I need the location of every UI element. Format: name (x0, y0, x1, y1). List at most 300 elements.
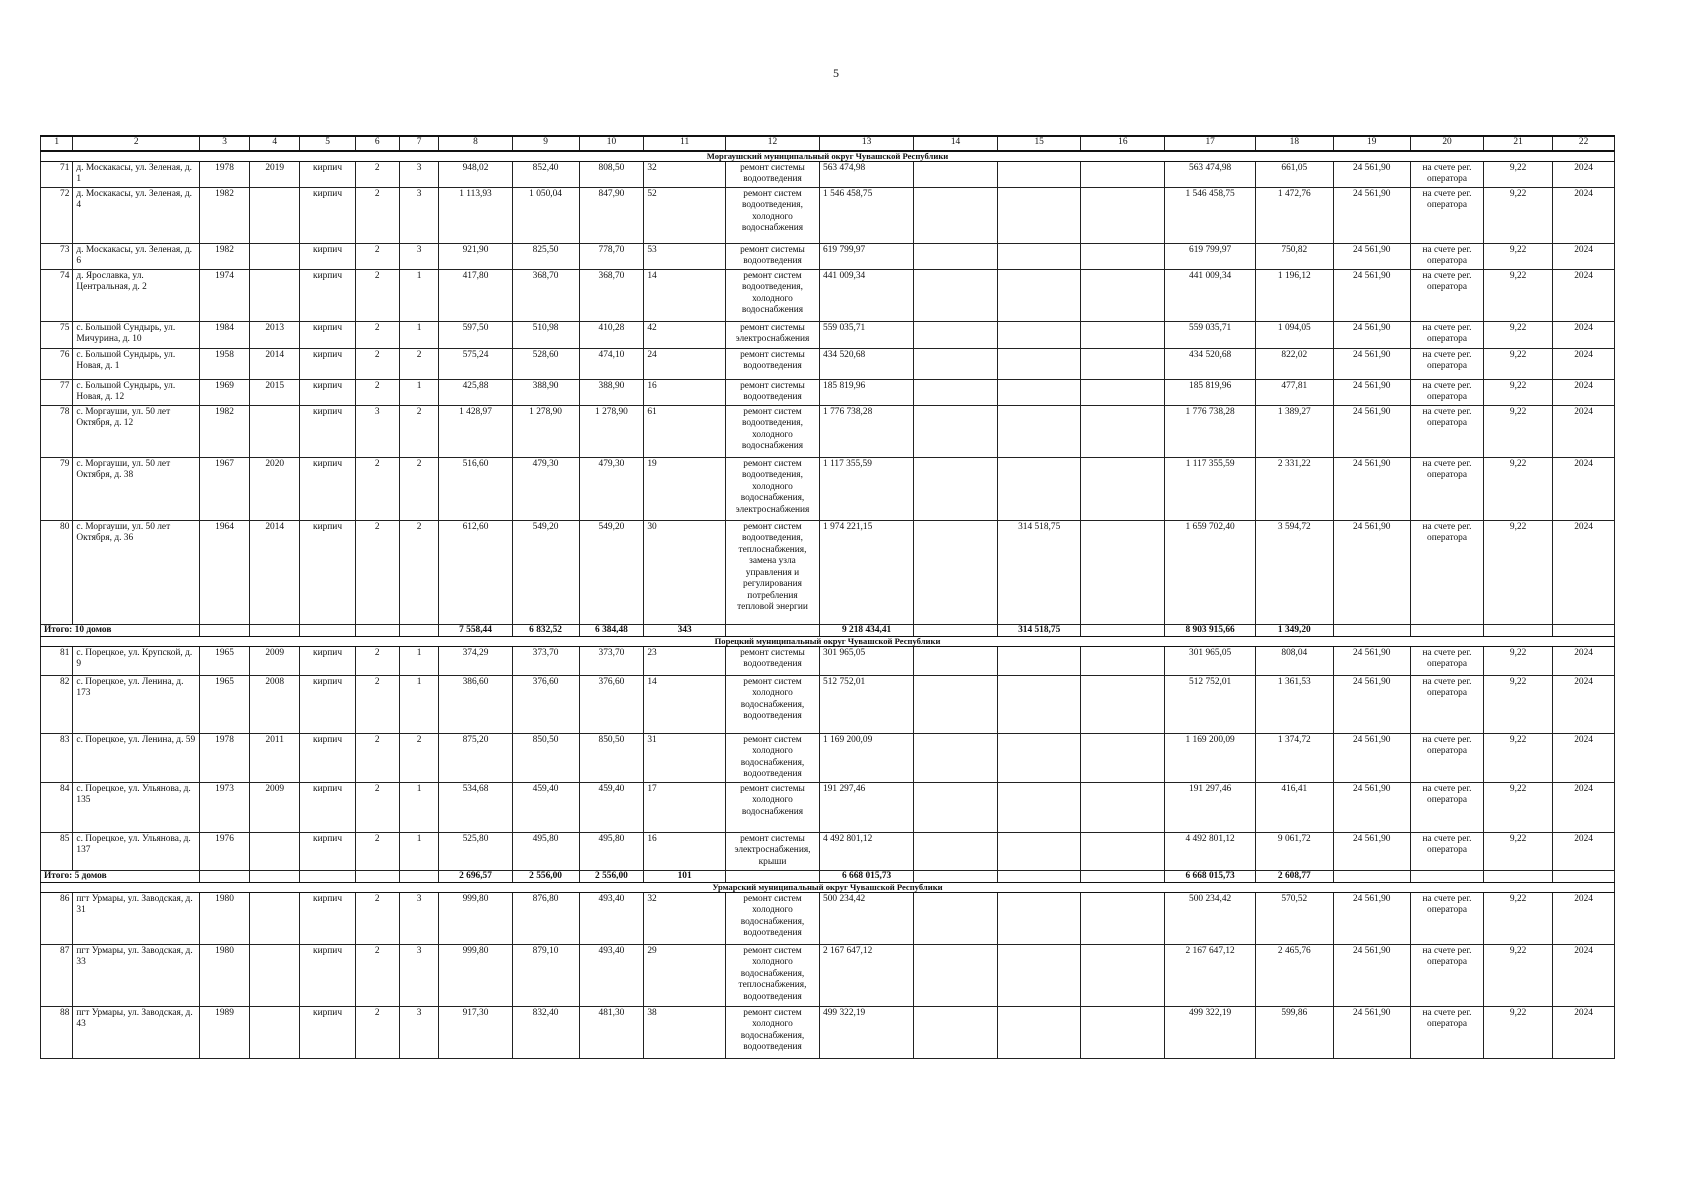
cell-col-15 (997, 733, 1081, 782)
cell-col-8: 612,60 (439, 520, 512, 624)
cell-col-18: 1 389,27 (1256, 405, 1333, 457)
cell-col-12: ремонт систем водоотведения, холодного водоснабжения (725, 270, 819, 322)
table-row (41, 892, 1615, 944)
cell-col-14 (914, 270, 998, 322)
cell-col-21: 9,22 (1484, 162, 1553, 188)
cell-col-7: 1 (399, 675, 439, 733)
cell-col-20: на счете рег. оператора (1410, 782, 1483, 832)
cell-col-22: 2024 (1553, 162, 1615, 188)
cell-col-9: 879,10 (512, 944, 579, 1006)
cell-col-16 (1081, 944, 1165, 1006)
cell-col-11: 16 (644, 380, 726, 406)
cell-col-18: 1 472,76 (1256, 188, 1333, 244)
cell-col-17: 563 474,98 (1165, 162, 1256, 188)
cell-col-16 (1081, 162, 1165, 188)
row-number: 73 (41, 244, 73, 270)
cell-col-20: на счете рег. оператора (1410, 832, 1483, 870)
cell-col-20: на счете рег. оператора (1410, 188, 1483, 244)
cell-col-8: 417,80 (439, 270, 512, 322)
cell-col-7: 2 (399, 520, 439, 624)
address-cell: д. Москакасы, ул. Зеленая, д. 1 (73, 162, 200, 188)
total-col-4 (250, 624, 300, 636)
total-col-19 (1333, 870, 1410, 882)
table-row (41, 782, 1615, 832)
cell-col-22: 2024 (1553, 188, 1615, 244)
cell-col-14 (914, 457, 998, 520)
cell-col-9: 1 050,04 (512, 188, 579, 244)
cell-col-17: 434 520,68 (1165, 349, 1256, 380)
cell-col-16 (1081, 270, 1165, 322)
cell-col-11: 31 (644, 733, 726, 782)
cell-col-16 (1081, 457, 1165, 520)
column-number-16: 16 (1081, 136, 1165, 151)
address-cell: с. Порецкое, ул. Ленина, д. 173 (73, 675, 200, 733)
cell-col-14 (914, 380, 998, 406)
cell-col-16 (1081, 405, 1165, 457)
cell-col-12: ремонт систем холодного водоснабжения, теплоснабжения, водоотведения (725, 944, 819, 1006)
address-cell: пгт Урмары, ул. Заводская, д. 43 (73, 1006, 200, 1058)
table-row (41, 646, 1615, 675)
cell-col-15 (997, 349, 1081, 380)
cell-col-19: 24 561,90 (1333, 322, 1410, 349)
cell-col-4: 2020 (250, 457, 300, 520)
total-col-8: 2 696,57 (439, 870, 512, 882)
cell-col-19: 24 561,90 (1333, 892, 1410, 944)
cell-col-3: 1967 (199, 457, 249, 520)
cell-col-17: 301 965,05 (1165, 646, 1256, 675)
address-cell: с. Порецкое, ул. Ульянова, д. 135 (73, 782, 200, 832)
total-col-14 (914, 870, 998, 882)
row-number: 72 (41, 188, 73, 244)
cell-col-14 (914, 944, 998, 1006)
cell-col-22: 2024 (1553, 832, 1615, 870)
cell-col-21: 9,22 (1484, 380, 1553, 406)
table-body (41, 136, 1615, 1058)
cell-col-6: 2 (355, 162, 399, 188)
cell-col-15 (997, 782, 1081, 832)
cell-col-3: 1982 (199, 405, 249, 457)
total-col-5 (300, 870, 355, 882)
cell-col-18: 2 331,22 (1256, 457, 1333, 520)
cell-col-11: 61 (644, 405, 726, 457)
total-col-15: 314 518,75 (997, 624, 1081, 636)
address-cell: пгт Урмары, ул. Заводская, д. 31 (73, 892, 200, 944)
cell-col-4: 2014 (250, 349, 300, 380)
column-number-14: 14 (914, 136, 998, 151)
cell-col-13: 619 799,97 (820, 244, 914, 270)
cell-col-13: 559 035,71 (820, 322, 914, 349)
cell-col-11: 29 (644, 944, 726, 1006)
total-col-12 (725, 870, 819, 882)
row-number: 87 (41, 944, 73, 1006)
total-row (41, 870, 1615, 882)
cell-col-21: 9,22 (1484, 188, 1553, 244)
cell-col-15 (997, 405, 1081, 457)
cell-col-14 (914, 349, 998, 380)
cell-col-21: 9,22 (1484, 733, 1553, 782)
cell-col-19: 24 561,90 (1333, 380, 1410, 406)
cell-col-6: 2 (355, 1006, 399, 1058)
cell-col-12: ремонт системы водоотведения (725, 646, 819, 675)
cell-col-22: 2024 (1553, 675, 1615, 733)
cell-col-22: 2024 (1553, 322, 1615, 349)
cell-col-7: 3 (399, 244, 439, 270)
cell-col-8: 425,88 (439, 380, 512, 406)
cell-col-7: 3 (399, 1006, 439, 1058)
cell-col-7: 2 (399, 733, 439, 782)
cell-col-11: 24 (644, 349, 726, 380)
cell-col-10: 474,10 (579, 349, 644, 380)
cell-col-10: 850,50 (579, 733, 644, 782)
address-cell: с. Порецкое, ул. Крупской, д. 9 (73, 646, 200, 675)
cell-col-9: 876,80 (512, 892, 579, 944)
cell-col-10: 778,70 (579, 244, 644, 270)
cell-col-13: 499 322,19 (820, 1006, 914, 1058)
cell-col-3: 1965 (199, 646, 249, 675)
cell-col-10: 481,30 (579, 1006, 644, 1058)
cell-col-4: 2009 (250, 646, 300, 675)
cell-col-17: 559 035,71 (1165, 322, 1256, 349)
cell-col-20: на счете рег. оператора (1410, 646, 1483, 675)
cell-col-11: 53 (644, 244, 726, 270)
cell-col-20: на счете рег. оператора (1410, 675, 1483, 733)
cell-col-13: 1 776 738,28 (820, 405, 914, 457)
cell-col-18: 1 196,12 (1256, 270, 1333, 322)
cell-col-10: 1 278,90 (579, 405, 644, 457)
cell-col-22: 2024 (1553, 944, 1615, 1006)
total-col-9: 2 556,00 (512, 870, 579, 882)
cell-col-9: 376,60 (512, 675, 579, 733)
cell-col-13: 301 965,05 (820, 646, 914, 675)
cell-col-18: 1 374,72 (1256, 733, 1333, 782)
cell-col-6: 2 (355, 675, 399, 733)
address-cell: с. Порецкое, ул. Ленина, д. 59 (73, 733, 200, 782)
cell-col-18: 3 594,72 (1256, 520, 1333, 624)
table-row (41, 457, 1615, 520)
cell-col-8: 374,29 (439, 646, 512, 675)
cell-col-14 (914, 405, 998, 457)
cell-col-18: 416,41 (1256, 782, 1333, 832)
address-cell: д. Ярославка, ул. Центральная, д. 2 (73, 270, 200, 322)
cell-col-8: 917,30 (439, 1006, 512, 1058)
cell-col-13: 1 974 221,15 (820, 520, 914, 624)
cell-col-16 (1081, 733, 1165, 782)
section-title: Порецкий муниципальный округ Чувашской Республики (41, 636, 1615, 646)
cell-col-4 (250, 892, 300, 944)
cell-col-12: ремонт систем холодного водоснабжения, водоотведения (725, 1006, 819, 1058)
cell-col-3: 1958 (199, 349, 249, 380)
address-cell: д. Москакасы, ул. Зеленая, д. 4 (73, 188, 200, 244)
cell-col-11: 16 (644, 832, 726, 870)
total-col-8: 7 558,44 (439, 624, 512, 636)
cell-col-6: 2 (355, 832, 399, 870)
cell-col-22: 2024 (1553, 349, 1615, 380)
cell-col-14 (914, 244, 998, 270)
cell-col-22: 2024 (1553, 892, 1615, 944)
cell-col-17: 500 234,42 (1165, 892, 1256, 944)
cell-col-9: 850,50 (512, 733, 579, 782)
cell-col-7: 3 (399, 892, 439, 944)
cell-col-21: 9,22 (1484, 244, 1553, 270)
total-col-12 (725, 624, 819, 636)
cell-col-4: 2011 (250, 733, 300, 782)
cell-col-11: 32 (644, 162, 726, 188)
cell-col-12: ремонт системы водоотведения (725, 380, 819, 406)
cell-col-20: на счете рег. оператора (1410, 1006, 1483, 1058)
table-row (41, 162, 1615, 188)
cell-col-21: 9,22 (1484, 520, 1553, 624)
cell-col-7: 1 (399, 322, 439, 349)
cell-col-20: на счете рег. оператора (1410, 270, 1483, 322)
total-col-16 (1081, 624, 1165, 636)
cell-col-14 (914, 1006, 998, 1058)
cell-col-13: 4 492 801,12 (820, 832, 914, 870)
cell-col-8: 875,20 (439, 733, 512, 782)
cell-col-20: на счете рег. оператора (1410, 162, 1483, 188)
cell-col-4: 2019 (250, 162, 300, 188)
total-col-13: 6 668 015,73 (820, 870, 914, 882)
cell-col-16 (1081, 520, 1165, 624)
total-col-22 (1553, 624, 1615, 636)
cell-col-14 (914, 892, 998, 944)
cell-col-13: 2 167 647,12 (820, 944, 914, 1006)
cell-col-13: 512 752,01 (820, 675, 914, 733)
cell-col-9: 388,90 (512, 380, 579, 406)
cell-col-11: 52 (644, 188, 726, 244)
cell-col-6: 2 (355, 322, 399, 349)
cell-col-20: на счете рег. оператора (1410, 733, 1483, 782)
row-number: 81 (41, 646, 73, 675)
cell-col-4: 2013 (250, 322, 300, 349)
cell-col-9: 825,50 (512, 244, 579, 270)
cell-col-5: кирпич (300, 892, 355, 944)
cell-col-8: 516,60 (439, 457, 512, 520)
total-col-17: 8 903 915,66 (1165, 624, 1256, 636)
cell-col-5: кирпич (300, 405, 355, 457)
cell-col-4 (250, 270, 300, 322)
cell-col-22: 2024 (1553, 733, 1615, 782)
cell-col-17: 619 799,97 (1165, 244, 1256, 270)
cell-col-18: 477,81 (1256, 380, 1333, 406)
cell-col-7: 3 (399, 188, 439, 244)
cell-col-20: на счете рег. оператора (1410, 892, 1483, 944)
cell-col-7: 1 (399, 270, 439, 322)
cell-col-11: 42 (644, 322, 726, 349)
cell-col-9: 528,60 (512, 349, 579, 380)
total-col-9: 6 832,52 (512, 624, 579, 636)
cell-col-17: 2 167 647,12 (1165, 944, 1256, 1006)
total-col-19 (1333, 624, 1410, 636)
total-row (41, 624, 1615, 636)
cell-col-21: 9,22 (1484, 457, 1553, 520)
address-cell: с. Большой Сундырь, ул. Новая, д. 12 (73, 380, 200, 406)
cell-col-10: 373,70 (579, 646, 644, 675)
cell-col-9: 1 278,90 (512, 405, 579, 457)
cell-col-5: кирпич (300, 733, 355, 782)
cell-col-13: 1 169 200,09 (820, 733, 914, 782)
cell-col-17: 1 776 738,28 (1165, 405, 1256, 457)
cell-col-10: 493,40 (579, 892, 644, 944)
cell-col-10: 549,20 (579, 520, 644, 624)
cell-col-10: 493,40 (579, 944, 644, 1006)
table-row (41, 405, 1615, 457)
cell-col-12: ремонт системы водоотведения (725, 349, 819, 380)
table-row (41, 270, 1615, 322)
cell-col-22: 2024 (1553, 457, 1615, 520)
cell-col-18: 808,04 (1256, 646, 1333, 675)
cell-col-21: 9,22 (1484, 675, 1553, 733)
cell-col-12: ремонт систем холодного водоснабжения, водоотведения (725, 675, 819, 733)
cell-col-3: 1978 (199, 162, 249, 188)
cell-col-9: 373,70 (512, 646, 579, 675)
cell-col-19: 24 561,90 (1333, 520, 1410, 624)
total-col-13: 9 218 434,41 (820, 624, 914, 636)
cell-col-20: на счете рег. оператора (1410, 322, 1483, 349)
total-col-18: 1 349,20 (1256, 624, 1333, 636)
cell-col-11: 23 (644, 646, 726, 675)
column-number-7: 7 (399, 136, 439, 151)
total-col-5 (300, 624, 355, 636)
cell-col-4 (250, 1006, 300, 1058)
cell-col-7: 1 (399, 380, 439, 406)
cell-col-3: 1980 (199, 892, 249, 944)
cell-col-14 (914, 782, 998, 832)
column-number-5: 5 (300, 136, 355, 151)
row-number: 88 (41, 1006, 73, 1058)
cell-col-22: 2024 (1553, 380, 1615, 406)
cell-col-14 (914, 520, 998, 624)
cell-col-15 (997, 675, 1081, 733)
cell-col-10: 368,70 (579, 270, 644, 322)
cell-col-3: 1982 (199, 244, 249, 270)
cell-col-15 (997, 892, 1081, 944)
cell-col-5: кирпич (300, 675, 355, 733)
cell-col-13: 191 297,46 (820, 782, 914, 832)
cell-col-17: 512 752,01 (1165, 675, 1256, 733)
column-number-13: 13 (820, 136, 914, 151)
cell-col-9: 852,40 (512, 162, 579, 188)
cell-col-4: 2015 (250, 380, 300, 406)
cell-col-11: 17 (644, 782, 726, 832)
cell-col-13: 563 474,98 (820, 162, 914, 188)
cell-col-6: 2 (355, 520, 399, 624)
total-col-11: 343 (644, 624, 726, 636)
column-number-15: 15 (997, 136, 1081, 151)
cell-col-18: 2 465,76 (1256, 944, 1333, 1006)
cell-col-12: ремонт систем холодного водоснабжения, водоотведения (725, 892, 819, 944)
cell-col-10: 808,50 (579, 162, 644, 188)
total-col-10: 6 384,48 (579, 624, 644, 636)
cell-col-8: 597,50 (439, 322, 512, 349)
cell-col-5: кирпич (300, 349, 355, 380)
cell-col-16 (1081, 244, 1165, 270)
cell-col-20: на счете рег. оператора (1410, 520, 1483, 624)
table-row (41, 733, 1615, 782)
cell-col-3: 1969 (199, 380, 249, 406)
cell-col-19: 24 561,90 (1333, 188, 1410, 244)
cell-col-7: 2 (399, 405, 439, 457)
row-number: 78 (41, 405, 73, 457)
cell-col-16 (1081, 349, 1165, 380)
cell-col-12: ремонт систем водоотведения, холодного водоснабжения (725, 188, 819, 244)
cell-col-18: 1 361,53 (1256, 675, 1333, 733)
cell-col-16 (1081, 188, 1165, 244)
cell-col-12: ремонт систем холодного водоснабжения, водоотведения (725, 733, 819, 782)
table-row (41, 832, 1615, 870)
cell-col-17: 191 297,46 (1165, 782, 1256, 832)
cell-col-10: 376,60 (579, 675, 644, 733)
total-col-16 (1081, 870, 1165, 882)
cell-col-19: 24 561,90 (1333, 270, 1410, 322)
cell-col-19: 24 561,90 (1333, 646, 1410, 675)
cell-col-17: 499 322,19 (1165, 1006, 1256, 1058)
cell-col-19: 24 561,90 (1333, 349, 1410, 380)
cell-col-5: кирпич (300, 380, 355, 406)
column-number-9: 9 (512, 136, 579, 151)
address-cell: с. Моргауши, ул. 50 лет Октября, д. 36 (73, 520, 200, 624)
row-number: 75 (41, 322, 73, 349)
cell-col-14 (914, 733, 998, 782)
cell-col-3: 1982 (199, 188, 249, 244)
cell-col-7: 2 (399, 349, 439, 380)
cell-col-5: кирпич (300, 457, 355, 520)
cell-col-5: кирпич (300, 646, 355, 675)
cell-col-5: кирпич (300, 270, 355, 322)
total-label: Итого: 10 домов (41, 624, 200, 636)
cell-col-18: 570,52 (1256, 892, 1333, 944)
cell-col-15: 314 518,75 (997, 520, 1081, 624)
cell-col-12: ремонт системы водоотведения (725, 244, 819, 270)
cell-col-16 (1081, 1006, 1165, 1058)
cell-col-4: 2008 (250, 675, 300, 733)
housing-repair-table (40, 135, 1615, 1059)
total-label: Итого: 5 домов (41, 870, 200, 882)
cell-col-4 (250, 944, 300, 1006)
column-number-19: 19 (1333, 136, 1410, 151)
cell-col-22: 2024 (1553, 1006, 1615, 1058)
cell-col-3: 1989 (199, 1006, 249, 1058)
cell-col-20: на счете рег. оператора (1410, 405, 1483, 457)
cell-col-3: 1984 (199, 322, 249, 349)
cell-col-20: на счете рег. оператора (1410, 349, 1483, 380)
total-col-21 (1484, 870, 1553, 882)
cell-col-11: 14 (644, 675, 726, 733)
cell-col-12: ремонт системы электроснабжения (725, 322, 819, 349)
column-number-18: 18 (1256, 136, 1333, 151)
address-cell: с. Моргауши, ул. 50 лет Октября, д. 12 (73, 405, 200, 457)
cell-col-8: 1 113,93 (439, 188, 512, 244)
column-number-12: 12 (725, 136, 819, 151)
page-number: 5 (833, 66, 839, 80)
row-number: 80 (41, 520, 73, 624)
row-number: 83 (41, 733, 73, 782)
cell-col-21: 9,22 (1484, 349, 1553, 380)
cell-col-19: 24 561,90 (1333, 405, 1410, 457)
table-row (41, 380, 1615, 406)
cell-col-18: 599,86 (1256, 1006, 1333, 1058)
cell-col-13: 1 117 355,59 (820, 457, 914, 520)
cell-col-19: 24 561,90 (1333, 733, 1410, 782)
cell-col-11: 14 (644, 270, 726, 322)
total-col-11: 101 (644, 870, 726, 882)
address-cell: пгт Урмары, ул. Заводская, д. 33 (73, 944, 200, 1006)
cell-col-14 (914, 832, 998, 870)
cell-col-7: 1 (399, 646, 439, 675)
cell-col-4 (250, 244, 300, 270)
cell-col-6: 3 (355, 405, 399, 457)
cell-col-3: 1974 (199, 270, 249, 322)
cell-col-22: 2024 (1553, 270, 1615, 322)
